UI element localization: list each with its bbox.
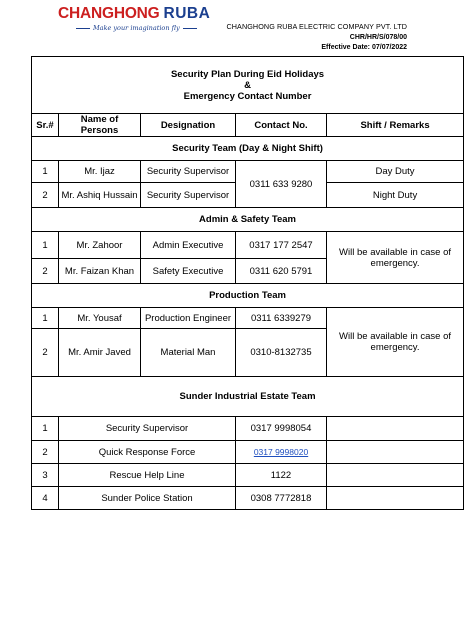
contact-cell: 0311 633 9280 (236, 161, 327, 208)
effective-date: Effective Date: 07/07/2022 (321, 44, 407, 51)
designation-cell: Safety Executive (141, 259, 236, 284)
section-title-sunder: Sunder Industrial Estate Team (32, 377, 464, 417)
remarks-cell: Will be available in case of emergency. (327, 232, 464, 284)
table-row (32, 232, 464, 259)
designation-cell: Production Engineer (141, 308, 236, 329)
name-cell: Sunder Police Station (59, 487, 236, 510)
sr-cell: 2 (32, 329, 59, 377)
column-header-designation: Designation (141, 114, 236, 137)
contact-cell (236, 441, 327, 464)
name-cell: Mr. Amir Javed (59, 329, 141, 377)
column-header-row (32, 114, 464, 137)
section-title-production: Production Team (32, 284, 464, 308)
contact-cell: 0311 620 5791 (236, 259, 327, 284)
sr-cell: 4 (32, 487, 59, 510)
remarks-cell: Will be available in case of emergency. (327, 308, 464, 377)
sr-cell: 2 (32, 441, 59, 464)
contact-link[interactable]: 0317 9998020 (253, 446, 309, 457)
name-cell: Security Supervisor (59, 417, 236, 441)
remarks-cell: Day Duty (327, 161, 464, 183)
contact-cell: 0308 7772818 (236, 487, 327, 510)
designation-cell: Material Man (141, 329, 236, 377)
sr-cell: 1 (32, 161, 59, 183)
plan-title (32, 57, 464, 114)
plan-title-line3: Emergency Contact Number (183, 90, 312, 102)
column-header-name: Name of Persons (59, 114, 141, 137)
section-header-row (32, 377, 464, 417)
section-header-row (32, 284, 464, 308)
contact-cell: 0317 9998054 (236, 417, 327, 441)
section-header-row (32, 137, 464, 161)
contact-cell: 0311 6339279 (236, 308, 327, 329)
sr-cell: 1 (32, 232, 59, 259)
table-row (32, 487, 464, 510)
table-row (32, 161, 464, 183)
sr-cell: 1 (32, 417, 59, 441)
table-row (32, 441, 464, 464)
logo-brand: CHANGHONG (58, 5, 160, 22)
sr-cell: 3 (32, 464, 59, 487)
name-cell: Mr. Yousaf (59, 308, 141, 329)
column-header-remarks: Shift / Remarks (327, 114, 464, 137)
name-cell: Mr. Ijaz (59, 161, 141, 183)
contact-cell: 1122 (236, 464, 327, 487)
document-number: CHR/HR/S/078/00 (349, 33, 407, 41)
remarks-cell (327, 441, 464, 464)
column-header-contact: Contact No. (236, 114, 327, 137)
contact-cell: 0310-8132735 (236, 329, 327, 377)
document-header (226, 22, 407, 54)
section-header-row (32, 208, 464, 232)
designation-cell: Security Supervisor (141, 161, 236, 183)
name-cell: Mr. Faizan Khan (59, 259, 141, 284)
plan-title-line1: Security Plan During Eid Holidays (170, 68, 325, 80)
name-cell: Mr. Ashiq Hussain (59, 183, 141, 208)
remarks-cell (327, 487, 464, 510)
company-logo (58, 6, 218, 38)
company-name: CHANGHONG RUBA ELECTRIC COMPANY PVT. LTD (226, 22, 407, 31)
section-title-admin: Admin & Safety Team (32, 208, 464, 232)
name-cell: Rescue Help Line (59, 464, 236, 487)
remarks-cell: Night Duty (327, 183, 464, 208)
designation-cell: Admin Executive (141, 232, 236, 259)
contact-cell: 0317 177 2547 (236, 232, 327, 259)
remarks-cell (327, 417, 464, 441)
security-plan-table (31, 56, 464, 510)
logo-tagline: Make your imagination fly (76, 24, 197, 32)
section-title-security: Security Team (Day & Night Shift) (32, 137, 464, 161)
sr-cell: 1 (32, 308, 59, 329)
name-cell: Quick Response Force (59, 441, 236, 464)
table-row (32, 417, 464, 441)
name-cell: Mr. Zahoor (59, 232, 141, 259)
designation-cell: Security Supervisor (141, 183, 236, 208)
logo-wordmark (58, 6, 218, 21)
title-row (32, 57, 464, 114)
column-header-sr: Sr.# (32, 114, 59, 137)
table-row (32, 308, 464, 329)
logo-brand-secondary: RUBA (163, 5, 211, 22)
table-row (32, 464, 464, 487)
sr-cell: 2 (32, 183, 59, 208)
plan-title-line2: & (244, 79, 251, 91)
sr-cell: 2 (32, 259, 59, 284)
remarks-cell (327, 464, 464, 487)
